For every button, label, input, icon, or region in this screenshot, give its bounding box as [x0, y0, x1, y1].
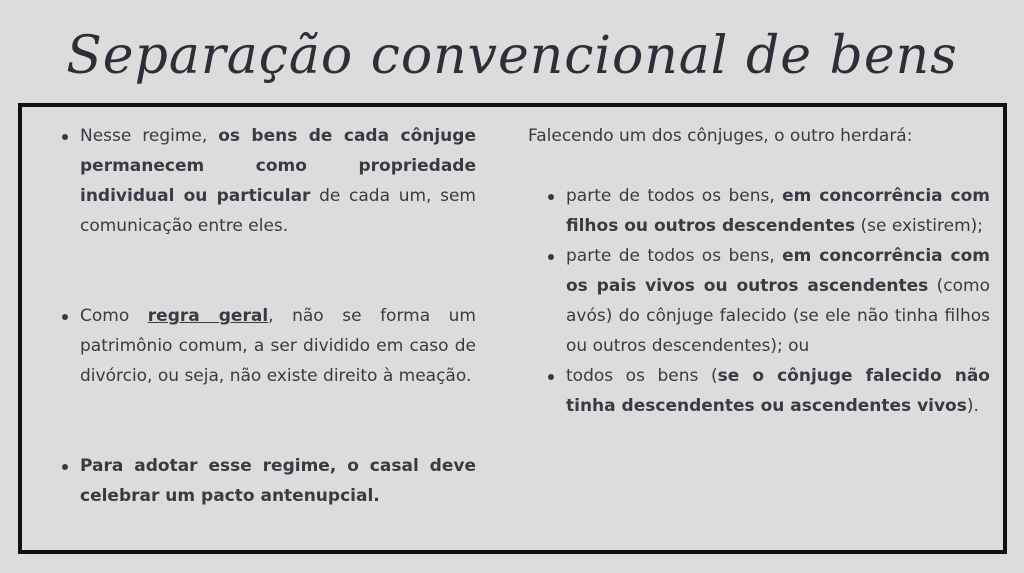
left-column [62, 121, 476, 511]
bold-text: se o cônjuge falecido não tinha descendentes ou ascendentes vivos [566, 366, 990, 416]
bold-text: os bens de cada cônjuge permanecem como propriedade individual ou particular [80, 126, 476, 206]
text-run: (se existirem); [855, 216, 984, 236]
list-item [548, 361, 990, 421]
text-run: , não se forma um patrimônio comum, a ser dividido em caso de divórcio, ou seja, não existe direito à meação. [80, 306, 476, 386]
list-item [548, 241, 990, 361]
bold-text: Para adotar esse regime, o casal deve celebrar um pacto antenupcial. [80, 456, 476, 506]
list-item [62, 121, 476, 241]
page-title: Separação convencional de bens [66, 26, 958, 86]
underlined-text: regra geral [147, 306, 269, 326]
list-item [62, 301, 476, 391]
text-run: ). [966, 396, 979, 416]
list-item [548, 181, 990, 241]
right-column [528, 121, 990, 421]
text-run: (como avós) do cônjuge falecido (se ele não tinha filhos ou outros descendentes); ou [566, 276, 990, 356]
content-box [18, 103, 1007, 554]
intro-text: Falecendo um dos cônjuges, o outro herdará: [528, 126, 913, 146]
text-run: parte de todos os bens, [566, 246, 783, 266]
bold-text: em concorrência com filhos ou outros descendentes [566, 186, 990, 236]
bold-text: em concorrência com os pais vivos ou outros ascendentes [566, 246, 990, 296]
text-run: Nesse regime, [80, 126, 219, 146]
list-item [62, 451, 476, 511]
text-run: todos os bens ( [566, 366, 718, 386]
heir-list [528, 181, 990, 421]
text-run: Como [80, 306, 148, 326]
text-run: de cada um, sem comunicação entre eles. [80, 186, 476, 236]
text-run: parte de todos os bens, [566, 186, 783, 206]
